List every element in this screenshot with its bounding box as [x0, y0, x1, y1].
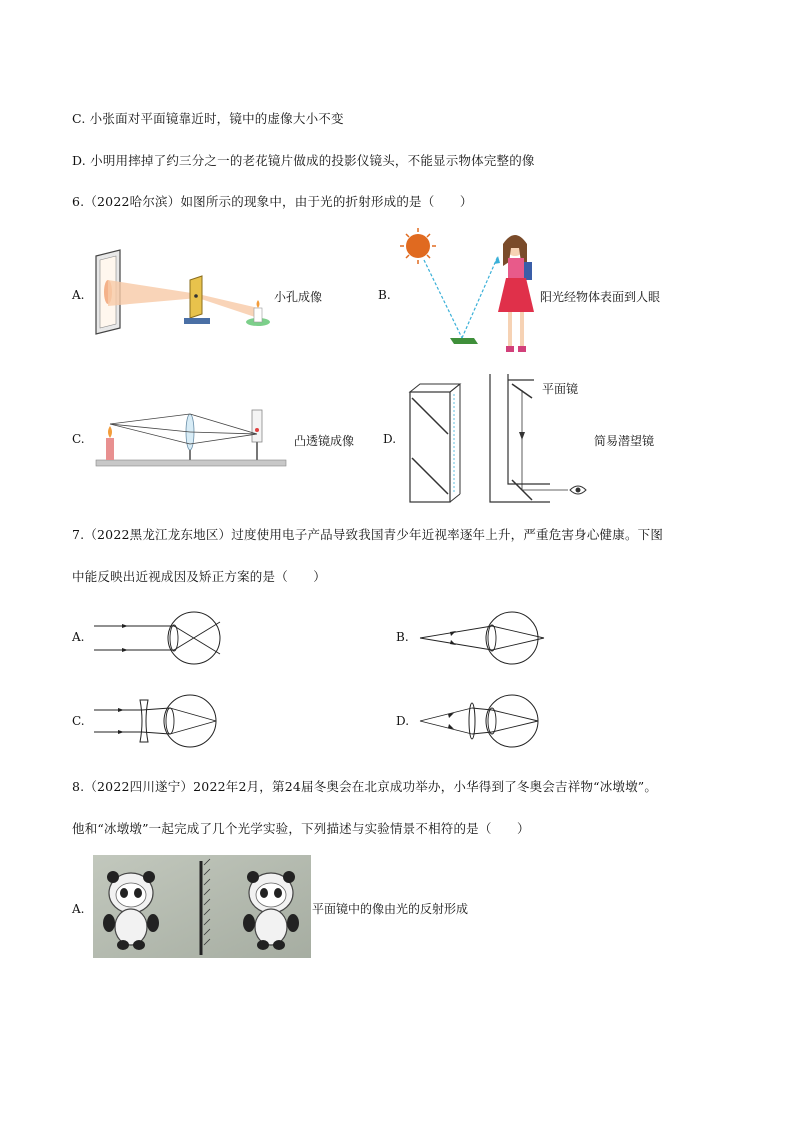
q6-d-label: D.: [383, 432, 397, 446]
eye-diagram-b: [420, 610, 550, 666]
periscope-mirror-label: 平面镜: [542, 382, 579, 396]
question-7-line-2: 中能反映出近视成因及矫正方案的是（ ）: [72, 569, 327, 584]
option-c-q5: C. 小张面对平面镜靠近时，镜中的虚像大小不变: [72, 111, 344, 126]
q8-a-label: A.: [72, 902, 85, 916]
q6-c-caption: 凸透镜成像: [294, 434, 355, 448]
q7-b-label: B.: [396, 630, 409, 644]
q6-c-label: C.: [72, 432, 85, 446]
convex-lens-figure: [96, 404, 286, 470]
question-7-line-1: 7.（2022黑龙江龙东地区）过度使用电子产品导致我国青少年近视率逐年上升，严重危害身心健康。下图: [72, 527, 664, 542]
bing-dwen-dwen-mirror-photo: [93, 855, 311, 958]
q6-d-caption: 简易潜望镜: [594, 434, 655, 448]
q7-d-label: D.: [396, 714, 410, 728]
q6-b-caption: 阳光经物体表面到人眼: [540, 290, 661, 304]
eye-diagram-a: [94, 610, 228, 666]
q8-a-caption: 平面镜中的像由光的反射形成: [312, 902, 469, 916]
question-8-line-1: 8.（2022四川遂宁）2022年2月，第24届冬奥会在北京成功举办，小华得到了冬奥会吉祥物“冰墩墩”。: [72, 779, 658, 794]
q7-a-label: A.: [72, 630, 85, 644]
option-d-q5: D. 小明用摔掉了约三分之一的老花镜片做成的投影仪镜头，不能显示物体完整的像: [72, 153, 535, 168]
eye-diagram-d: [420, 692, 550, 750]
eye-diagram-c: [94, 692, 224, 750]
q6-b-label: B.: [378, 288, 391, 302]
pinhole-imaging-figure: [90, 250, 280, 340]
book-icon: [450, 338, 478, 344]
sun-icon: [406, 234, 430, 258]
sun-book-girl-figure: [400, 226, 540, 366]
q6-a-caption: 小孔成像: [274, 290, 323, 304]
q6-a-label: A.: [72, 288, 85, 302]
q7-c-label: C.: [72, 714, 85, 728]
question-6: 6.（2022哈尔滨）如图所示的现象中，由于光的折射形成的是（ ）: [72, 194, 473, 209]
question-8-line-2: 他和“冰墩墩”一起完成了几个光学实验，下列描述与实验情景不相符的是（ ）: [72, 821, 530, 836]
